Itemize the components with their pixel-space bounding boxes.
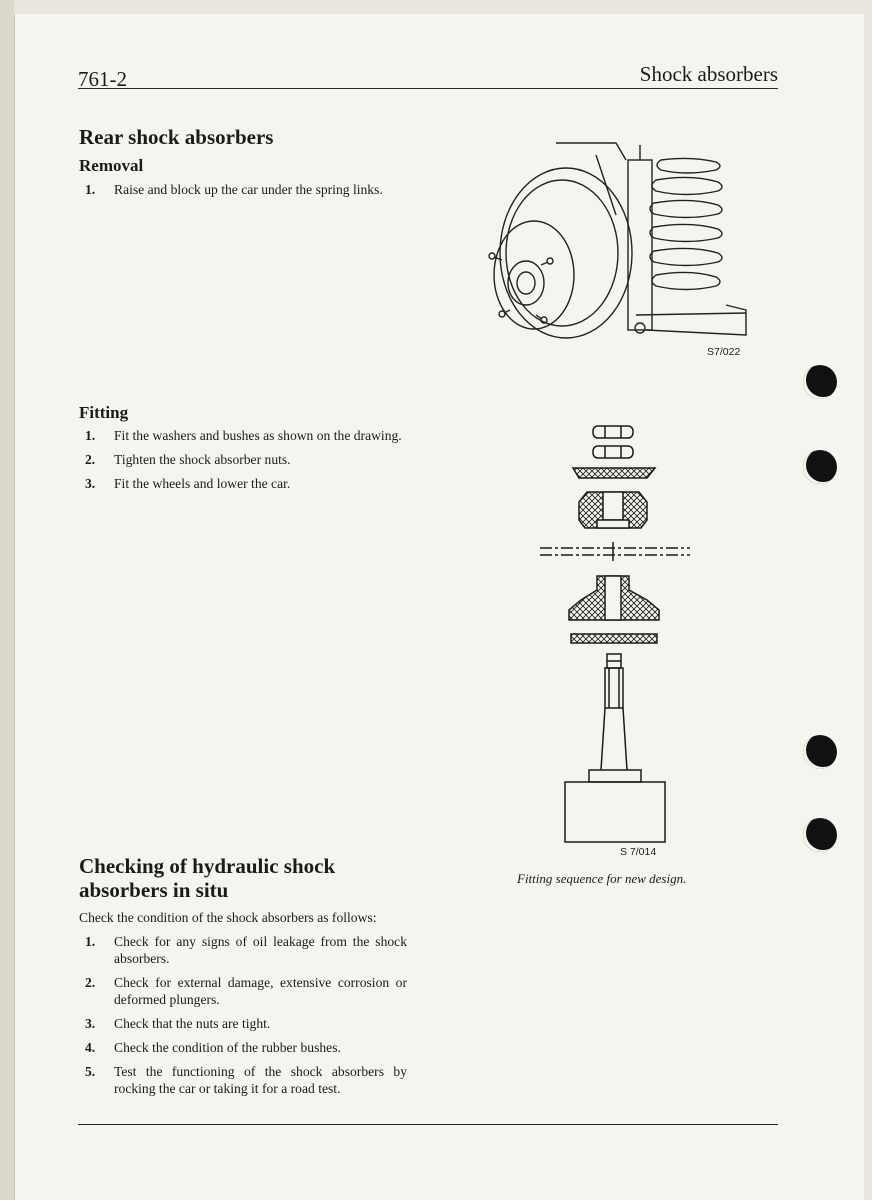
step-number: 3. [85, 476, 96, 491]
brake-disc [489, 168, 632, 338]
figure-code-top: S7/022 [707, 346, 741, 358]
nut-upper [593, 426, 633, 438]
step-text: Check the condition of the rubber bushes. [114, 1040, 341, 1055]
figure-code-bottom: S 7/014 [620, 846, 657, 858]
section-title-checking-line2: absorbers in situ [79, 878, 229, 902]
binder-hole [803, 450, 837, 484]
washer-lower [571, 634, 657, 643]
binding-edge [0, 0, 14, 1200]
fitting-heading: Fitting [79, 403, 129, 422]
list-item [85, 475, 407, 492]
page-title: Shock absorbers [639, 62, 778, 86]
list-item [85, 181, 407, 198]
step-number: 2. [85, 975, 96, 990]
step-text: Check that the nuts are tight. [114, 1016, 271, 1031]
step-text: Check for external damage, extensive corrosion or deformed plungers. [114, 975, 407, 1007]
binder-hole [803, 365, 837, 399]
checking-steps [85, 933, 407, 1104]
footer-rule [78, 1124, 778, 1125]
body-section [540, 542, 690, 561]
list-item [85, 974, 407, 1008]
step-number: 1. [85, 428, 96, 443]
section-title-rear: Rear shock absorbers [79, 125, 274, 149]
washer-upper [573, 468, 655, 478]
coil-spring [650, 158, 722, 289]
figure-caption: Fitting sequence for new design. [517, 871, 687, 886]
page-number: 761-2 [78, 67, 127, 91]
bush-lower [569, 576, 659, 620]
step-text: Fit the washers and bushes as shown on the drawing. [114, 428, 402, 443]
step-text: Test the functioning of the shock absorbers by rocking the car or taking it for a road test. [114, 1064, 407, 1096]
list-item [85, 933, 407, 967]
section-title-checking-line1: Checking of hydraulic shock [79, 854, 336, 878]
binder-hole [803, 735, 837, 769]
step-number: 1. [85, 182, 96, 197]
step-text: Tighten the shock absorber nuts. [114, 452, 291, 467]
rear-suspension-figure [496, 135, 756, 370]
bush-upper [579, 492, 647, 528]
step-number: 1. [85, 934, 96, 949]
nut-lower [593, 446, 633, 458]
damper-unit [565, 654, 665, 842]
step-number: 3. [85, 1016, 96, 1031]
step-number: 2. [85, 452, 96, 467]
fitting-steps [85, 427, 407, 499]
step-text: Raise and block up the car under the spring links. [114, 182, 383, 197]
list-item [85, 427, 407, 444]
list-item [85, 451, 407, 468]
step-text: Fit the wheels and lower the car. [114, 476, 291, 491]
removal-steps [85, 181, 407, 205]
step-text: Check for any signs of oil leakage from the shock absorbers. [114, 934, 407, 966]
fitting-sequence-figure [535, 420, 695, 840]
list-item [85, 1015, 407, 1032]
header-rule [78, 88, 778, 89]
list-item [85, 1063, 407, 1097]
step-number: 4. [85, 1040, 96, 1055]
list-item [85, 1039, 407, 1056]
removal-heading: Removal [79, 156, 144, 175]
checking-intro: Check the condition of the shock absorbers as follows: [79, 910, 377, 925]
step-number: 5. [85, 1064, 96, 1079]
binder-hole [803, 818, 837, 852]
